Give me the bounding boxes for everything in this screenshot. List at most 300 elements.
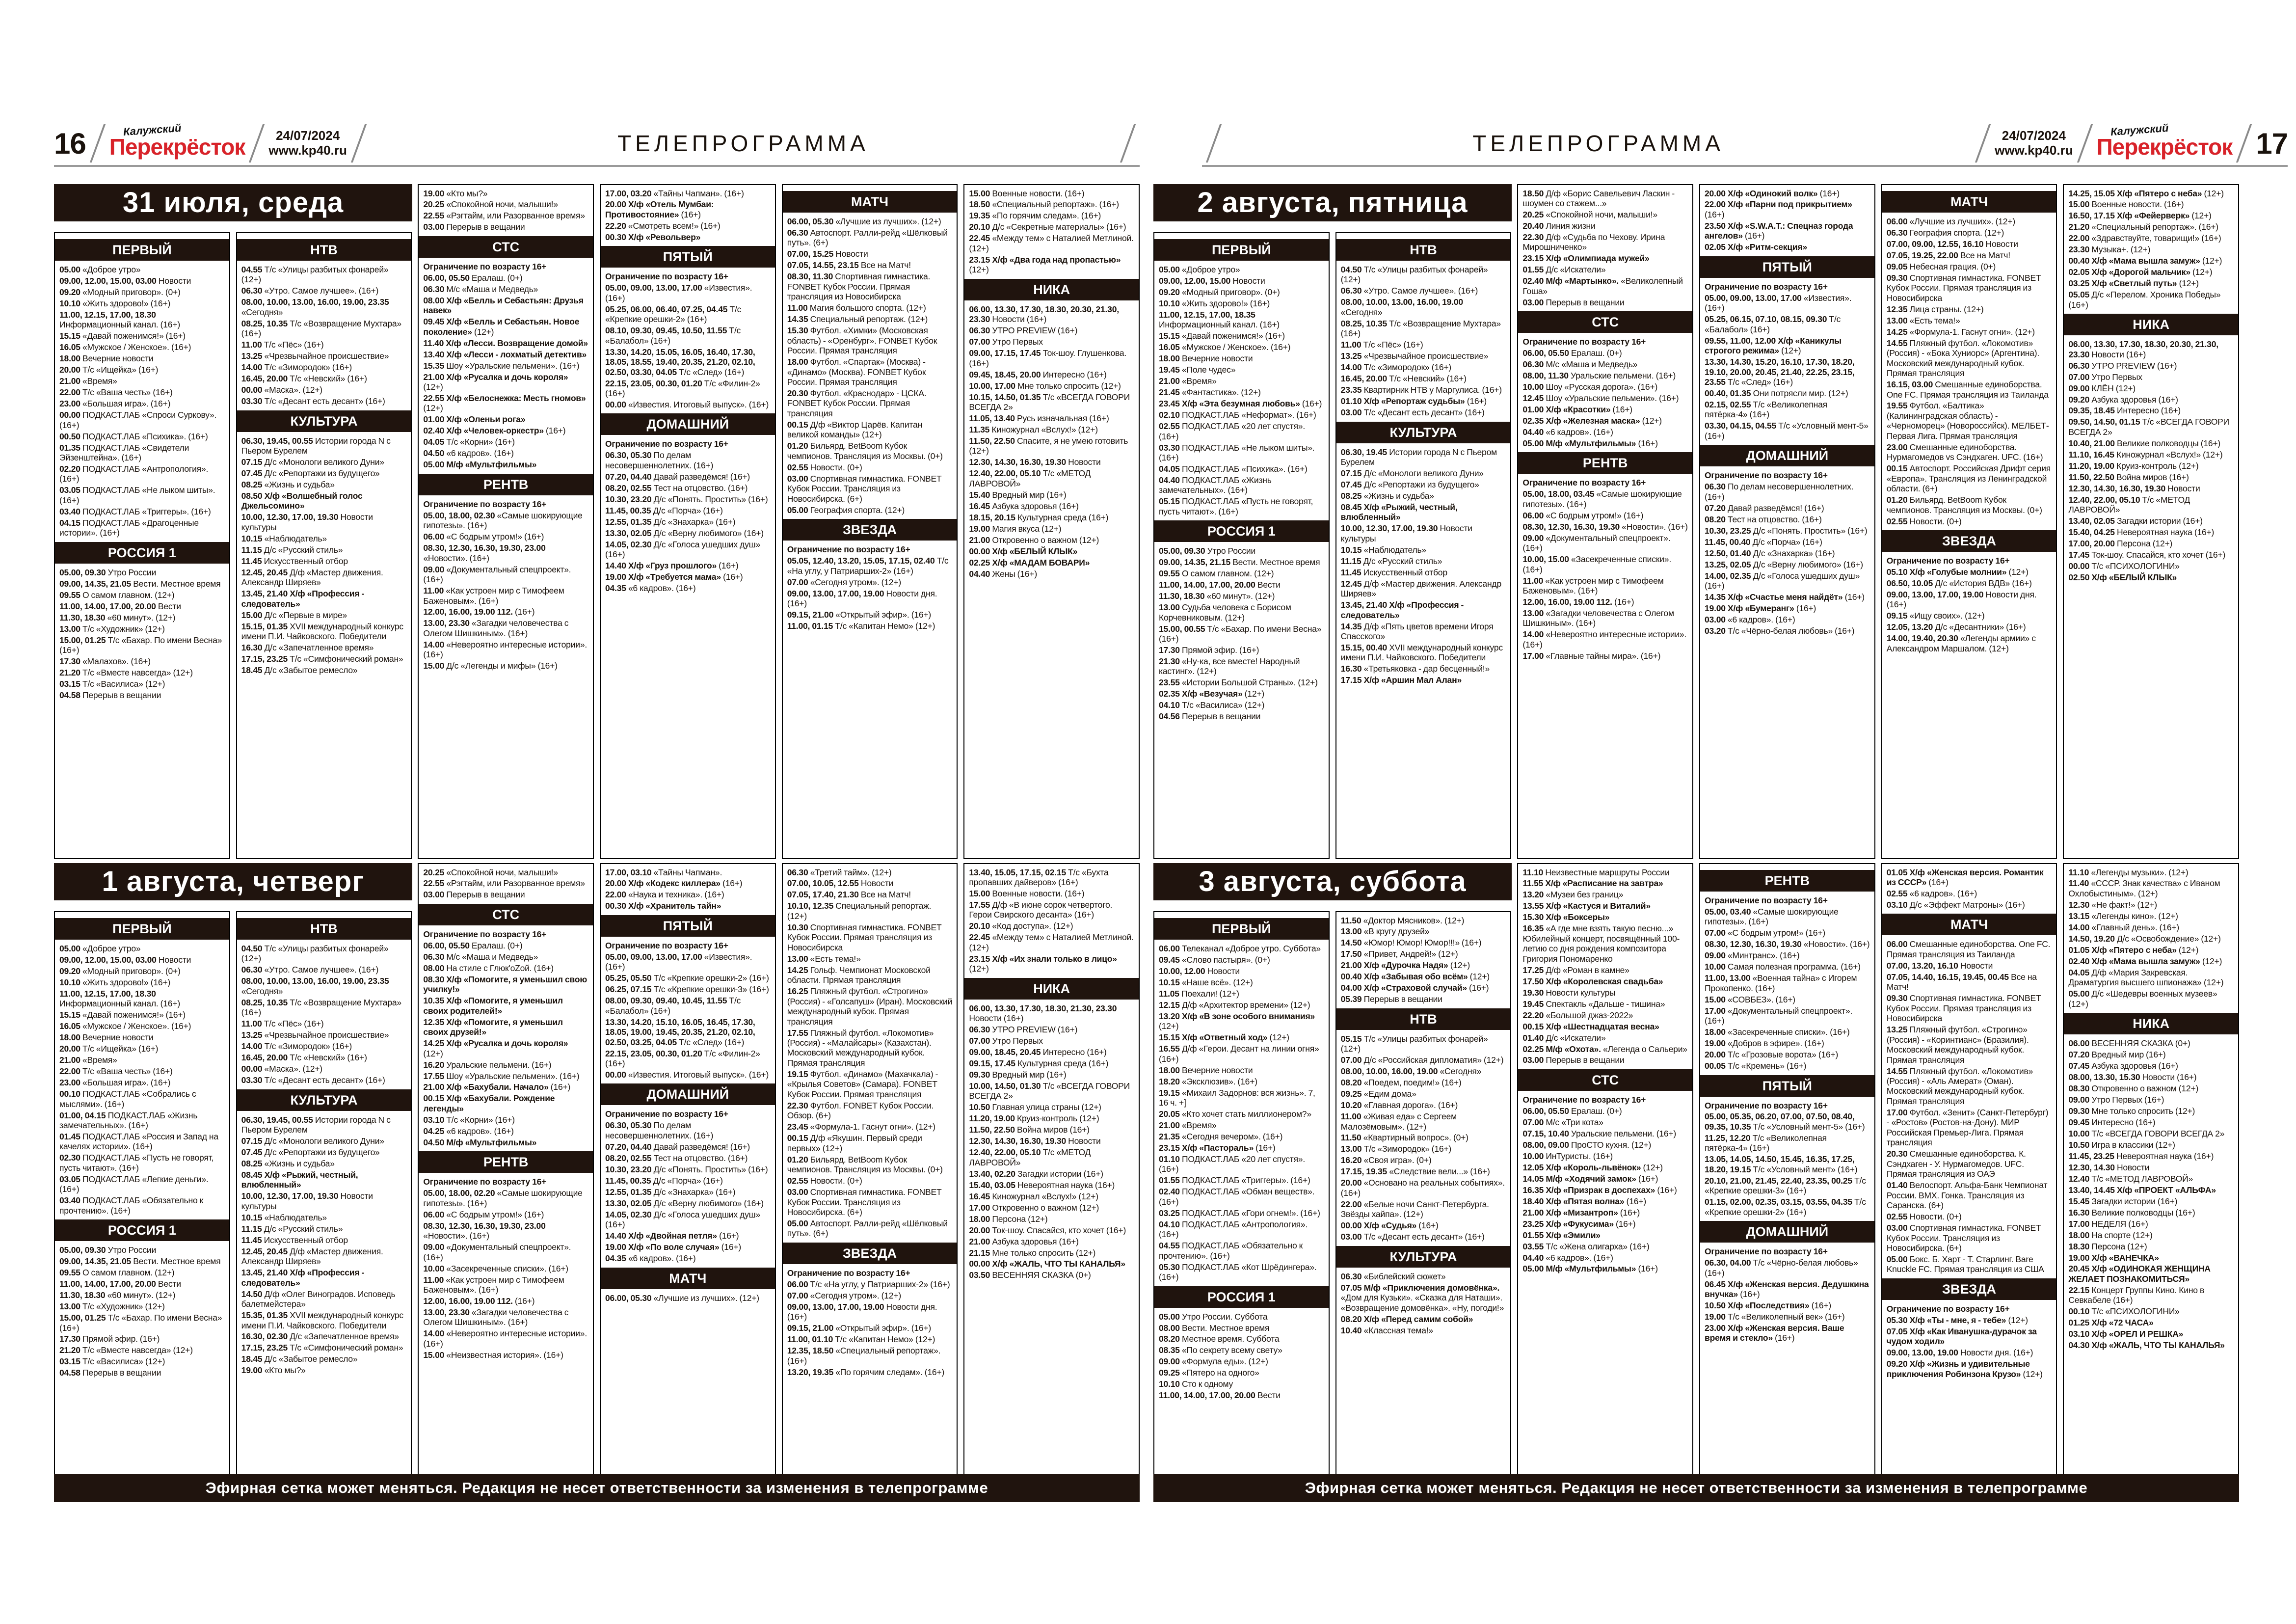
channel-header: НИКА <box>2064 1013 2238 1034</box>
program-line: 09.15 «Ищу своих». (12+) <box>1886 611 1985 621</box>
program-line: 02.55 ПОДКАСТ.ЛАБ «20 лет спустя». (16+) <box>1159 421 1306 441</box>
program-line: 10.00, 12.30, 17.00, 19.30 Новости культуры <box>241 1191 373 1211</box>
program-line: 10.35 Х/ф «Помогите, я уменьшил своих родителей!» <box>423 996 563 1016</box>
program-line: 03.15 Т/с «Василиса» (12+) <box>59 678 165 689</box>
program-line: 06.30 М/с «Маша и Медведь» <box>423 951 538 962</box>
program-line: 17.30 «Малахов». (16+) <box>59 656 151 666</box>
program-line: 02.35 Х/ф «Везучая» (12+) <box>1159 689 1265 699</box>
program-line: 01.25 Х/ф «72 ЧАСА» <box>2068 1318 2154 1328</box>
program-line: 10.00, 12.00 Новости <box>1159 966 1240 976</box>
program-line: 21.45 «Фантастика». (12+) <box>1159 387 1261 398</box>
program-line: 10.00, 14.50, 01.30 Т/с «ВСЕГДА ГОВОРИ ВСЕГДА 2» <box>969 1081 1130 1101</box>
program-line: 07.15 Д/с «Монологи великого Дуни» <box>241 1136 384 1146</box>
program-line: 13.40, 02.05 Загадки истории (16+) <box>2068 516 2203 526</box>
program-line: 05.00 География спорта. (12+) <box>787 505 905 515</box>
program-line: 20.10 Д/с «Секретные материалы» (16+) <box>969 222 1126 232</box>
program-line: 09.00, 12.00, 15.00, 03.00 Новости <box>59 954 191 965</box>
program-line: 04.05 ПОДКАСТ.ЛАБ «Психика». (16+) <box>1159 463 1308 474</box>
program-line: 00.15 Х/ф «Бахубали. Рождение легенды» <box>423 1093 555 1113</box>
program-line: 01.00 Х/ф «Оленьи рога» <box>423 414 526 425</box>
program-line: 22.20 «Большой джаз-2022» <box>1522 1010 1633 1020</box>
program-line: 14.50, 19.20 Д/с «Освобождение» (12+) <box>2068 933 2221 944</box>
program-line: 14.25 «Формула-1. Гаснут огни». (12+) <box>1886 326 2035 337</box>
program-line: 04.55 ПОДКАСТ.ЛАБ «Обязательно к прочтению». (16+) <box>1159 1241 1303 1261</box>
program-line: 13.00 Т/с «Зимородок» (16+) <box>1340 1144 1452 1154</box>
program-line: 03.00 Спортивная гимнастика. FONBET Кубок России. Трансляция из Новосибирска. (6+) <box>787 473 942 504</box>
program-line: 10.50 Главная улица страны (12+) <box>969 1102 1101 1112</box>
masthead-right <box>1202 122 2288 167</box>
program-line: 11.00, 13.00 «Военная тайна» с Игорем Прокопенко. (16+) <box>1705 973 1857 993</box>
program-line: 17.00 Откровенно о важном (12+) <box>969 1202 1099 1213</box>
program-line: 07.00 М/с «Три кота» <box>1522 1117 1603 1127</box>
program-line: 05.00 М/ф «Мультфильмы» (16+) <box>1522 438 1658 448</box>
program-line: 00.05 Т/с «Кремень» (16+) <box>1705 1061 1807 1071</box>
program-line: 00.00 Х/ф «Судья» (16+) <box>1340 1220 1439 1231</box>
program-line: 13.00 Т/с «Художник» (12+) <box>59 623 165 634</box>
program-line: 14.50 «Юмор! Юмор! Юмор!!!» (16+) <box>1340 938 1482 948</box>
program-line: 09.30 Спортивная гимнастика. FONBET Кубок России. Прямая трансляция из Новосибирска <box>1886 993 2041 1024</box>
site-url[interactable]: www.kp40.ru <box>268 143 347 158</box>
program-column <box>54 232 230 859</box>
program-line: 05.25, 05.50 Т/с «Крепкие орешки-2» (16+) <box>605 973 769 983</box>
program-line: 23.50 Х/ф «S.W.A.T.: Спецназ города ангелов» (16+) <box>1705 220 1853 241</box>
program-line: 11.00 Магия большого спорта. (12+) <box>787 303 926 313</box>
site-url[interactable]: www.kp40.ru <box>1995 143 2073 158</box>
program-line: 05.00, 18.00, 02.20 «Самые шокирующие гипотезы». (16+) <box>423 1188 583 1208</box>
program-line: 13.25 «Чрезвычайное происшествие» <box>241 351 389 361</box>
program-line: 23.15 Х/ф «Пастораль» (16+) <box>1159 1142 1276 1153</box>
program-line: 15.40, 03.05 Невероятная наука (16+) <box>969 1180 1115 1190</box>
program-line: 16.45 Азбука здоровья (16+) <box>969 501 1079 511</box>
program-line: 11.25, 12.20 Т/с «Великолепная пятёрка-4» (16+) <box>1705 1133 1827 1153</box>
program-line: 05.00 М/ф «Мультфильмы» (16+) <box>1522 1264 1658 1274</box>
program-line: 20.00 Ток-шоу. Спасайся, кто хочет (16+) <box>969 1225 1126 1235</box>
program-line: 05.05 Д/с «Перелом. Хроника Победы» (16+) <box>2068 290 2221 310</box>
program-line: 10.15 «Наше всё». (12+) <box>1159 977 1253 987</box>
channel-header: ДОМАШНИЙ <box>601 413 775 435</box>
program-line: 12.45, 20.45 Д/ф «Мастер движения. Александр Ширяев» <box>241 567 383 588</box>
program-column <box>418 863 594 1475</box>
program-line: 00.00 Т/с «ПСИХОЛОГИНИ» <box>2068 561 2180 571</box>
program-line: 10.10 Сто к одному <box>1159 1379 1233 1389</box>
program-column <box>236 911 412 1475</box>
program-line: 06.00, 05.50 Ералаш. (0+) <box>1522 348 1622 358</box>
program-line: 22.55 Х/ф «Белоснежка: Месть гномов» (12+) <box>423 393 586 413</box>
program-line: 16.50, 17.15 Х/ф «Фейерверк» (12+) <box>2068 211 2212 221</box>
program-line: 07.20 Давай разведёмся! (16+) <box>1705 503 1824 513</box>
program-line: 14.00, 19.40, 20.30 «Легенды армии» с Александром Маршалом. (12+) <box>1886 633 2036 653</box>
program-line: 10.00 «Засекреченные списки». (16+) <box>423 1263 568 1273</box>
program-line: 13.30, 14.20, 15.05, 16.05, 16.40, 17.30, 18.05, 18.55, 19.40, 20.35, 21.20, 02.10, 02.50, 03.30, 04.05 Т/с «След» (16+) <box>605 347 755 377</box>
program-line: 18.45 Д/с «Забытое ремесло» <box>241 665 358 675</box>
program-line: 19.00 Т/с «Великолепный век» (16+) <box>1705 1311 1845 1322</box>
channel-header: МАТЧ <box>1882 914 2056 935</box>
program-line: 18.00 Вечерние новости <box>1159 1065 1253 1075</box>
program-line: 04.58 Перерыв в вещании <box>59 1368 161 1378</box>
program-line: 15.00 «Неизвестная история». (16+) <box>423 1350 563 1360</box>
program-line: 15.15, 01.35 XVII международный конкурс имени П.И. Чайковского. Победители <box>241 621 403 642</box>
program-line: 16.35 Х/ф «Призрак в доспехах» (16+) <box>1522 1185 1677 1195</box>
program-line: 03.00 «6 кадров». (16+) <box>1705 614 1795 624</box>
program-line: 10.00 Самая полезная программа. (16+) <box>1705 962 1861 972</box>
program-line: 23.55 «Истории Большой Страны». (12+) <box>1159 677 1318 688</box>
masthead-divider <box>351 124 367 162</box>
program-column <box>782 184 958 859</box>
disclaimer-bar: Эфирная сетка может меняться. Редакция не несет ответственности за изменения в телепрограмме <box>1153 1474 2239 1502</box>
program-line: 13.30, 14.20, 15.10, 16.05, 16.45, 17.30, 18.05, 19.00, 19.45, 20.35, 21.20, 02.10, 02.50, 03.25, 04.05 Т/с «След» (16+) <box>605 1017 755 1047</box>
program-line: 02.15, 02.55 Т/с «Великолепная пятёрка-4» (16+) <box>1705 399 1827 420</box>
program-line: 13.45, 21.40 Х/ф «Профессия - следователь» <box>1340 600 1464 620</box>
channel-header: СТС <box>419 236 593 258</box>
program-column <box>1881 863 2057 1475</box>
program-line: 06.00, 05.50 Ералаш. (0+) <box>1522 1106 1622 1116</box>
program-line: 06.30 «Третий тайм». (12+) <box>787 867 892 877</box>
program-line: 18.45 Д/с «Забытое ремесло» <box>241 1354 358 1364</box>
program-line: 16.05 «Мужское / Женское». (16+) <box>59 1021 191 1031</box>
program-line: 14.00 Т/с «Зимородок» (16+) <box>241 362 352 373</box>
program-line: 04.55 Т/с «Улицы разбитых фонарей» (12+) <box>241 265 389 285</box>
program-line: 13.40, 14.45 Х/ф «ПРОЕКТ «АЛЬФА» <box>2068 1185 2216 1195</box>
channel-header: ПЯТЫЙ <box>601 246 775 268</box>
program-line: 12.45 Шоу «Уральские пельмени». (16+) <box>1522 393 1679 403</box>
program-line: 14.25 Гольф. Чемпионат Московской области. Прямая трансляция <box>787 965 931 985</box>
program-line: 08.45 Х/ф «Рыжий, честный, влюбленный» <box>1340 502 1458 522</box>
program-line: 11.50 «Доктор Мясников». (12+) <box>1340 915 1465 925</box>
program-line: 04.35 «6 кадров». (16+) <box>605 1253 696 1264</box>
program-line: 10.30, 23.25 Д/с «Понять. Простить» (16+) <box>1705 525 1868 536</box>
program-column <box>1699 184 1875 859</box>
age-restriction-note: Ограничение по возрасту 16+ <box>423 261 547 271</box>
program-line: 09.00, 14.35, 21.15 Вести. Местное время <box>1159 557 1320 568</box>
program-line: 18.00 Футбол. «Спартак» (Москва) - «Динамо» (Москва). FONBET Кубок России. Прямая трансляция <box>787 357 926 387</box>
program-line: 09.25 «Пятеро на одного» <box>1159 1368 1259 1378</box>
program-line: 16.05 «Мужское / Женское». (16+) <box>59 342 191 352</box>
program-line: 08.00 Х/ф «Белль и Себастьян: Друзья навек» <box>423 295 584 316</box>
program-line: 21.35 «Сегодня вечером». (16+) <box>1159 1131 1283 1141</box>
program-line: 09.00, 12.00, 15.00, 03.00 Новости <box>59 275 191 286</box>
program-line: 19.45 «Поле чудес» <box>1159 365 1236 375</box>
program-line: 06.00 «С бодрым утром!» (16+) <box>423 532 544 542</box>
program-line: 02.40 М/ф «Мартынко». «Великолепный Гоша» <box>1522 276 1683 296</box>
channel-header: СТС <box>1518 311 1692 333</box>
program-line: 03.25 ПОДКАСТ.ЛАБ «Гори огнем!». (16+) <box>1159 1208 1320 1218</box>
program-line: 09.55 О самом главном. (12+) <box>1159 568 1274 579</box>
program-line: 17.25 Д/ф «Роман в камне» <box>1522 965 1629 975</box>
program-line: 06.30 М/с «Маша и Медведь» <box>423 284 538 294</box>
program-line: 05.00 Автоспорт. Ралли-рейд «Шёлковый путь». (6+) <box>787 1218 948 1239</box>
program-line: 01.05 Х/ф «Пятеро с неба» (12+) <box>2068 945 2199 955</box>
channel-header: НИКА <box>964 279 1139 300</box>
program-line: 13.00 «Есть тема!» <box>787 953 861 964</box>
age-restriction-note: Ограничение по возрасту 16+ <box>423 929 547 939</box>
program-line: 12.40, 22.00, 05.10 Т/с «МЕТОД ЛАВРОВОЙ» <box>969 1147 1091 1167</box>
program-line: 07.15 Д/с «Монологи великого Дуни» <box>1340 468 1484 478</box>
program-line: 11.15 Д/с «Русский стиль» <box>1340 556 1442 566</box>
program-line: 00.40 Х/ф «Забывая обо всём» (12+) <box>1340 972 1490 982</box>
program-line: 19.00 Х/ф «ВАНЕЧКА» <box>2068 1252 2159 1263</box>
program-line: 09.00 «Минтранс». (16+) <box>1705 950 1800 961</box>
program-line: 06.30 География спорта. (12+) <box>1886 227 2004 238</box>
program-line: 11.00, 14.00, 17.00, 20.00 Вести <box>1159 580 1281 590</box>
program-line: 08.30, 12.30, 16.30, 19.30 «Новости». (16+) <box>1705 939 1870 949</box>
program-line: 10.00 Т/с «ВСЕГДА ГОВОРИ ВСЕГДА 2» <box>2068 1128 2225 1138</box>
program-line: 11.30, 18.30 «60 минут». (12+) <box>59 1290 176 1300</box>
program-line: 14.00 «Невероятно интересные истории». (16+) <box>423 1328 587 1349</box>
program-line: 02.20 ПОДКАСТ.ЛАБ «Антропология». (16+) <box>59 463 209 484</box>
program-line: 06.50, 10.05 Д/с «История ВДВ» (16+) <box>1886 578 2032 589</box>
program-line: 02.40 Х/ф «Человек-оркестр» (16+) <box>423 426 566 436</box>
program-line: 09.00 КЛЁН (12+) <box>2068 383 2136 393</box>
program-line: 04.58 Перерыв в вещании <box>59 690 161 700</box>
program-line: 02.55 Новости. (0+) <box>1886 516 1962 526</box>
program-line: 03.10 Д/с «Эффект Матроны» (16+) <box>1886 899 2025 910</box>
program-line: 03.30 Т/с «Десант есть десант» (16+) <box>241 396 385 406</box>
program-line: 08.25, 10.35 Т/с «Возвращение Мухтара» (16+) <box>241 318 401 339</box>
program-line: 00.00 ПОДКАСТ.ЛАБ «Спроси Суркову». (16+) <box>59 410 217 430</box>
program-line: 07.05 М/ф «Приключения домовёнка». «Дом для Кузьки». «Сказка для Наташи». «Возвращение домовёнка». «Ну, погоди!» <box>1340 1282 1504 1313</box>
channel-header: ДОМАШНИЙ <box>1700 445 1874 466</box>
program-line: 08.50 Х/ф «Волшебный голос Джельсомино» <box>241 490 363 511</box>
program-line: 06.00 «Лучшие из лучших». (12+) <box>1886 217 2015 226</box>
program-line: 17.00 «Главные тайны мира». (16+) <box>1522 650 1661 661</box>
program-line: 03.05 ПОДКАСТ.ЛАБ «Не лыком шиты». (16+) <box>59 485 215 505</box>
program-line: 14.00 «Невероятно интересные истории». (16+) <box>423 639 587 660</box>
program-line: 19.35 «По горячим следам». (16+) <box>969 211 1101 221</box>
program-line: 08.00, 10.00, 13.00, 16.00, 19.00, 23.35 «Сегодня» <box>241 976 389 996</box>
program-line: 02.25 Х/ф «МАДАМ БОВАРИ» <box>969 557 1090 568</box>
program-line: 10.30 Спортивная гимнастика. FONBET Кубок России. Прямая трансляция из Новосибирска <box>787 922 942 952</box>
program-line: 09.00, 18.45, 20.45 Интересно (16+) <box>969 1047 1107 1057</box>
program-line: 05.00, 09.00, 13.00, 17.00 «Известия». (16+) <box>605 283 752 303</box>
program-line: 16.30 Д/с «Запечатленное время» <box>241 643 374 652</box>
channel-header: РЕНТВ <box>419 474 593 495</box>
program-line: 07.00 «Сегодня утром». (12+) <box>787 1290 901 1300</box>
program-line: 07.20 Вредный мир (16+) <box>2068 1050 2166 1060</box>
program-line: 15.15 «Давай поженимся!» (16+) <box>59 1010 186 1020</box>
program-line: 08.20 «Поедем, поедим!» (16+) <box>1340 1078 1462 1088</box>
channel-header: СТС <box>1518 1069 1692 1091</box>
program-column <box>418 184 594 859</box>
program-line: 05.00, 09.30 Утро России <box>59 1245 157 1255</box>
program-line: 09.20 Азбука здоровья (16+) <box>2068 394 2178 405</box>
day-title: 2 августа, пятница <box>1153 184 1512 221</box>
program-line: 01.15, 02.00, 02.35, 03.15, 03.55, 04.35 Т/с «Крепкие орешки-2» (16+) <box>1705 1197 1866 1217</box>
program-line: 12.05 Х/ф «Король-львёнок» (12+) <box>1522 1162 1663 1172</box>
program-line: 08.25 «Жизнь и судьба» <box>241 479 335 489</box>
program-line: 17.00, 03.20 «Тайны Чапман». (16+) <box>605 188 744 198</box>
program-line: 16.25 Пляжный футбол. «Строгино» (Россия) - «Голсапуш» (Иран). Московский международный кубок. Прямая трансляция <box>787 986 953 1027</box>
program-line: 14.25, 15.05 Х/ф «Пятеро с неба» (12+) <box>2068 188 2224 198</box>
program-line: 08.45 Х/ф «Рыжий, честный, влюбленный» <box>241 1169 358 1190</box>
program-line: 11.00, 12.15, 17.00, 18.30 Информационный канал. (16+) <box>59 988 180 1009</box>
program-line: 09.00 «Документальный спецпроект». (16+) <box>423 564 571 585</box>
program-line: 03.30 ПОДКАСТ.ЛАБ «Не лыком шиты». (16+) <box>1159 442 1315 462</box>
program-line: 04.50 «6 кадров». (16+) <box>423 448 514 459</box>
channel-header: НТВ <box>1336 1008 1511 1030</box>
program-line: 15.00 Д/с «Легенды и мифы» (16+) <box>423 661 558 671</box>
age-restriction-note: Ограничение по возрасту 16+ <box>1705 470 1828 481</box>
program-line: 13.00 «Есть тема!» <box>1886 315 1960 325</box>
program-line: 01.35 ПОДКАСТ.ЛАБ «Свидетели Эйзенштейна». (16+) <box>59 442 189 462</box>
program-line: 21.00 «Время» <box>59 1055 117 1065</box>
program-line: 11.00, 14.00, 17.00, 20.00 Вести <box>1159 1390 1281 1401</box>
program-line: 04.40 «6 кадров». (16+) <box>1522 1252 1613 1263</box>
program-line: 11.35 Киножурнал «Вслух!» (12+) <box>969 424 1098 434</box>
age-restriction-note: Ограничение по возрасту 16+ <box>787 544 910 555</box>
program-line: 03.40 ПОДКАСТ.ЛАБ «Обязательно к прочтению». (16+) <box>59 1195 204 1216</box>
program-line: 09.00, 13.00, 19.00 Новости дня. (16+) <box>1886 1348 2033 1358</box>
program-line: 15.00, 00.55 Т/с «Бахар. По имени Весна» (16+) <box>1159 623 1322 644</box>
program-line: 07.00 «С бодрым утром!» (16+) <box>1705 928 1825 938</box>
program-line: 06.00, 05.50 Ералаш. (0+) <box>423 272 523 283</box>
program-line: 14.40 Х/ф «Двойная петля» (16+) <box>605 1231 739 1241</box>
program-line: 17.15 Х/ф «Аршин Мал Алан» <box>1340 675 1462 685</box>
program-line: 13.20 Х/ф «В зоне особого внимания» (12+) <box>1159 1011 1315 1031</box>
program-line: 08.30, 12.30, 16.30, 19.30, 23.00 «Новости». (16+) <box>423 1220 546 1241</box>
program-line: 21.00 «Время» <box>59 376 117 386</box>
program-line: 04.56 Перерыв в вещании <box>1159 711 1261 722</box>
program-line: 02.05 Х/ф «Дорогой мальчик» (12+) <box>2068 267 2213 277</box>
program-line: 20.30 Смешанные единоборства. К. Сэндхаген - У. Нурмагомедов. UFC. Прямая трансляция из ОАЭ <box>1886 1149 2026 1179</box>
program-line: 10.40, 21.00 Великие полководцы (16+) <box>2068 438 2221 448</box>
program-line: 03.05 ПОДКАСТ.ЛАБ «Легкие деньги». (16+) <box>59 1174 209 1194</box>
program-line: 09.00, 14.35, 21.05 Вести. Местное время <box>59 1256 221 1267</box>
channel-header: ЗВЕЗДА <box>1882 1278 2056 1300</box>
program-line: 13.45, 21.40 Х/ф «Профессия - следователь» <box>241 589 365 609</box>
channel-header: РОССИЯ 1 <box>1154 1286 1329 1308</box>
program-line: 19.00 Х/ф «Бумеранг» (16+) <box>1705 603 1816 613</box>
program-line: 08.00 Вести. Местное время <box>1159 1323 1270 1333</box>
program-line: 16.05 «Мужское / Женское». (16+) <box>1159 342 1291 352</box>
program-line: 15.45 Загадки истории (16+) <box>2068 1196 2178 1206</box>
program-line: 12.30 «Не факт!» (12+) <box>2068 899 2157 910</box>
program-line: 13.25, 02.05 Д/с «Верну любимого» (16+) <box>1705 559 1863 569</box>
program-line: 22.00 Х/ф «Парни под прикрытием» (16+) <box>1705 199 1852 219</box>
program-line: 04.25 «6 кадров». (16+) <box>423 1126 514 1136</box>
program-line: 06.30 УТРО PREVIEW (16+) <box>969 325 1078 336</box>
program-line: 19.00 «Кто мы?» <box>423 188 488 198</box>
program-line: 07.45 Д/с «Репортажи из будущего» <box>241 1147 380 1157</box>
age-restriction-note: Ограничение по возрасту 16+ <box>423 499 547 509</box>
program-line: 11.50, 22.50 Спасите, я не умею готовить (12+) <box>969 435 1128 456</box>
program-line: 12.35, 18.50 «Специальный репортаж». (16+) <box>787 1346 941 1366</box>
program-line: 08.20 Х/ф «Перед самим собой» <box>1340 1314 1473 1324</box>
program-line: 15.00 «СОВБЕЗ». (16+) <box>1705 994 1795 1004</box>
program-line: 05.00, 05.35, 06.20, 07.00, 07.50, 08.40, 09.35, 10.35 Т/с «Условный мент-5» (16+) <box>1705 1111 1865 1132</box>
program-line: 20.25 «Спокойной ночи, малыши!» <box>1522 209 1657 219</box>
program-line: 08.30, 12.30, 16.30, 19.30, 23.00 «Новости». (16+) <box>423 543 546 563</box>
program-line: 18.00 На спорте (12+) <box>2068 1230 2153 1240</box>
program-line: 00.30 Х/ф «Револьвер» <box>605 232 701 242</box>
program-line: 11.50, 22.50 Война миров (16+) <box>2068 472 2189 482</box>
program-line: 03.00 Перерыв в вещании <box>1522 297 1625 307</box>
program-line: 08.35 «По секрету всему свету» <box>1159 1345 1282 1355</box>
program-line: 15.40, 04.25 Невероятная наука (16+) <box>2068 527 2215 538</box>
program-line: 21.00 Азбука здоровья (16+) <box>969 1236 1079 1246</box>
program-line: 05.00, 09.00, 13.00, 17.00 «Известия». (16+) <box>1705 293 1852 313</box>
program-line: 10.00, 12.30, 17.00, 19.30 Новости культуры <box>1340 523 1472 543</box>
masthead-divider <box>1206 124 1222 162</box>
program-line: 19.55 Футбол. «Балтика» (Калининградская область) - «Черноморец» (Новороссийск). МЕЛБЕТ-Первая Лига. Прямая трансляция <box>1886 401 2049 441</box>
program-line: 11.00, 12.15, 17.00, 18.30 Информационный канал. (16+) <box>59 309 180 330</box>
program-line: 23.00 Смешанные единоборства. Нурмагомедов vs Сэндхаген. UFC. (16+) <box>1886 442 2043 462</box>
program-line: 03.00 Т/с «Десант есть десант» (16+) <box>1340 1232 1485 1242</box>
program-line: 07.00 Утро Первых <box>969 1036 1043 1046</box>
program-line: 01.05 Х/ф «Женская версия. Романтик из СССР» (16+) <box>1886 867 2044 887</box>
program-line: 09.00, 17.15, 17.45 Ток-шоу. Глушенкова. (16+) <box>969 348 1127 368</box>
day-title: 31 июля, среда <box>54 184 412 221</box>
program-line: 13.40, 02.20 Загадки истории (16+) <box>969 1168 1103 1179</box>
program-line: 14.00 Т/с «Зимородок» (16+) <box>1340 362 1452 373</box>
program-line: 06.00, 05.30 «Лучшие из лучших». (12+) <box>787 217 941 226</box>
program-line: 07.05, 14.55, 23.15 Все на Матч! <box>787 260 911 271</box>
program-line: 06.00 Телеканал «Доброе утро. Суббота» <box>1159 944 1321 953</box>
program-line: 12.30, 14.30 Новости <box>2068 1162 2150 1172</box>
program-line: 07.00, 13.20, 16.10 Новости <box>1886 960 1993 971</box>
program-line: 11.00, 14.00, 17.00, 20.00 Вести <box>59 601 181 611</box>
program-column <box>54 911 230 1475</box>
program-line: 05.00 Д/с «Шедевры военных музеев» (12+) <box>2068 989 2217 1009</box>
program-line: 18.00 «Засекреченные списки». (16+) <box>1705 1027 1850 1037</box>
program-line: 18.00 Вечерние новости <box>1159 353 1253 364</box>
program-line: 15.15 Х/ф «Ответный ход» (12+) <box>1159 1032 1289 1043</box>
program-line: 05.00, 03.40 «Самые шокирующие гипотезы». (16+) <box>1705 906 1839 927</box>
channel-header: ДОМАШНИЙ <box>1700 1221 1874 1243</box>
program-line: 09.55 О самом главном. (12+) <box>59 1268 175 1278</box>
program-line: 17.30 Прямой эфир. (16+) <box>1159 645 1259 655</box>
program-line: 09.00 «Документальный спецпроект». (16+) <box>423 1242 571 1262</box>
program-line: 03.10 Х/ф «ОРЕЛ И РЕШКА» <box>2068 1329 2184 1339</box>
issue-date: 24/07/2024 <box>2002 128 2066 143</box>
program-line: 09.00, 12.00, 15.00 Новости <box>1159 275 1265 286</box>
program-line: 00.15 Д/ф «Виктор Царёв. Капитан великой команды» (12+) <box>787 419 923 440</box>
program-line: 02.35 Х/ф «Железная маска» (12+) <box>1522 415 1662 426</box>
program-line: 13.00 «Загадки человечества с Олегом Шишкиным». (16+) <box>1522 608 1674 628</box>
program-line: 04.00 Х/ф «Страховой случай» (16+) <box>1340 983 1489 993</box>
program-line: 17.55 Д/ф «В июне сорок четвертого. Герои Свирского десанта» (16+) <box>969 899 1113 920</box>
program-line: 11.10, 16.45 Киножурнал «Вслух!» (12+) <box>2068 449 2223 460</box>
program-line: 14.00 «Главный день». (16+) <box>2068 922 2179 932</box>
channel-header: НИКА <box>2064 314 2238 335</box>
program-line: 11.05, 13.40 Русь изначальная (16+) <box>969 413 1109 423</box>
program-line: 08.25, 10.35 Т/с «Возвращение Мухтара» (16+) <box>241 997 401 1018</box>
program-line: 02.55 Новости. (0+) <box>787 1176 862 1186</box>
program-line: 11.45, 00.35 Д/с «Порча» (16+) <box>605 505 723 515</box>
day-block-friday <box>1153 184 2239 859</box>
program-line: 06.30, 04.00 Т/с «Чёрно-белая любовь» (16+) <box>1705 1258 1858 1278</box>
program-line: 11.20, 19.00 Круиз-контроль (12+) <box>2068 460 2199 471</box>
program-line: 22.00 Т/с «Ваша честь» (16+) <box>59 387 173 398</box>
program-line: 13.25 Пляжный футбол. «Строгино» (Россия) - «Коринтианс» (Бразилия). Московский международный кубок. Прямая трансляция <box>1886 1025 2029 1065</box>
program-line: 08.20 Местное время. Суббота <box>1159 1334 1280 1344</box>
program-line: 05.00 Утро России. Суббота <box>1159 1311 1268 1322</box>
program-line: 22.00 «Белые ночи Санкт-Петербурга. Звёзды хайпа». (12+) <box>1340 1199 1489 1219</box>
program-line: 10.15 «Наблюдатель» <box>241 1212 327 1222</box>
program-line: 06.30 УТРО PREVIEW (16+) <box>2068 360 2177 371</box>
program-line: 06.30 УТРО PREVIEW (16+) <box>969 1025 1078 1035</box>
program-column <box>600 184 776 859</box>
channel-header: РЕНТВ <box>1700 870 1874 892</box>
program-line: 00.40 Х/ф «Мама вышла замуж» (12+) <box>2068 256 2222 266</box>
program-line: 19.00 Магия вкуса (12+) <box>969 523 1062 534</box>
program-line: 08.00, 10.00, 13.00, 16.00, 19.00, 23.35 «Сегодня» <box>241 297 389 317</box>
program-line: 11.55 Х/ф «Расписание на завтра» <box>1522 878 1663 889</box>
program-line: 05.00, 09.30 Утро России <box>1159 546 1256 556</box>
program-line: 20.00 Х/ф «Кодекс киллера» (16+) <box>605 878 743 889</box>
program-line: 13.00, 23.30 «Загадки человечества с Олегом Шишкиным». (16+) <box>423 618 569 638</box>
program-line: 10.00 ИнТуристы. (16+) <box>1522 1151 1613 1161</box>
program-line: 03.00 Перерыв в вещании <box>423 890 525 900</box>
